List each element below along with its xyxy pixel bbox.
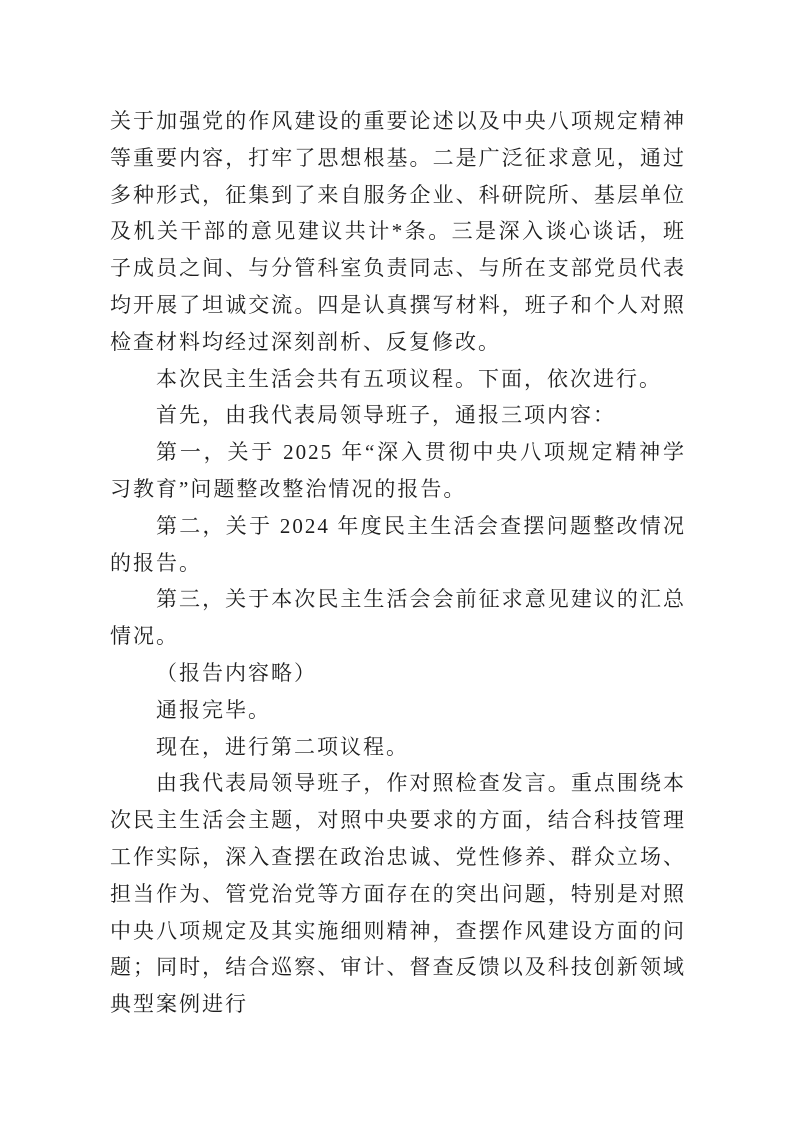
paragraph: 关于加强党的作风建设的重要论述以及中央八项规定精神等重要内容，打牢了思想根基。二是广泛征求意见，通过多种形式，征集到了来自服务企业、科研院所、基层单位及机关干部的意见建议共计*条。三是深入谈心谈话，班子成员之间、与分管科室负责同志、与所在支部党员代表均开展了坦诚交流。四是认真撰写材料，班子和个人对照检查材料均经过深刻剖析、反复修改。	[110, 109, 686, 354]
paragraph: 第一，关于 2025 年“深入贯彻中央八项规定精神学习教育”问题整改整治情况的报告。	[110, 440, 686, 501]
paragraph: 通报完毕。	[156, 697, 271, 722]
paragraph: 现在，进行第二项议程。	[156, 734, 409, 759]
paragraph: 第三，关于本次民主生活会会前征求意见建议的汇总情况。	[110, 587, 686, 649]
paragraph: （报告内容略）	[156, 660, 317, 685]
paragraph: 本次民主生活会共有五项议程。下面，依次进行。	[156, 366, 662, 391]
paragraph: 由我代表局领导班子，作对照检查发言。重点围绕本次民主生活会主题，对照中央要求的方面，结合科技管理工作实际，深入查摆在政治忠诚、党性修养、群众立场、担当作为、管党治党等方面存在的突出问题，特别是对照中央八项规定及其实施细则精神，查摆作风建设方面的问题；同时，结合巡察、审计、督查反馈以及科技创新领域典型案例进行	[110, 771, 686, 1017]
paragraph: 首先，由我代表局领导班子，通报三项内容：	[156, 403, 616, 428]
document-body	[110, 103, 686, 1023]
paragraph: 第二，关于 2024 年度民主生活会查摆问题整改情况的报告。	[110, 513, 686, 575]
